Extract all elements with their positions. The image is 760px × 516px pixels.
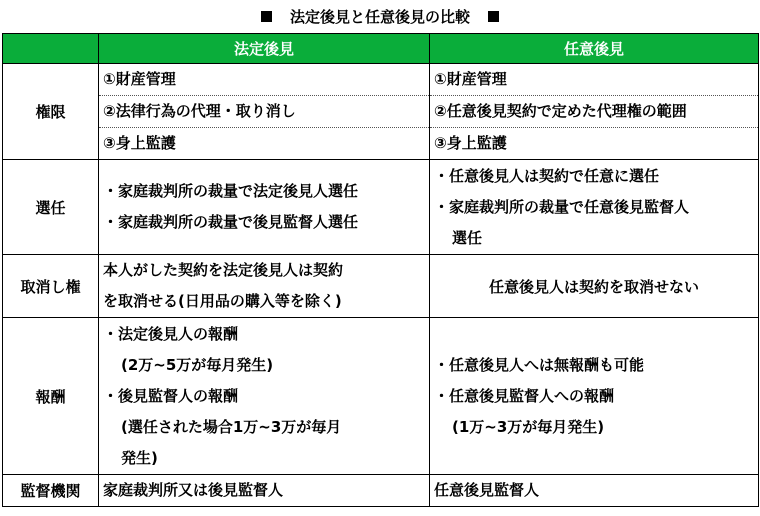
cell-torikeshi-voluntary: 任意後見人は契約を取消せない [430, 255, 759, 318]
comparison-table [2, 33, 759, 507]
list-item: ②法律行為の代理・取り消し [99, 96, 429, 128]
list-item: (1万~3万が毎月発生) [452, 417, 605, 436]
cell-kengen-legal [99, 64, 430, 160]
cell-torikeshi-legal [99, 255, 430, 318]
text-line: 本人がした契約を法定後見人は契約 [103, 261, 344, 279]
text-line: 任意後見監督人 [434, 481, 540, 499]
list-item: ③身上監護 [434, 134, 507, 152]
row-torikeshi [3, 255, 759, 318]
row-label-torikeshi: 取消し権 [3, 255, 99, 318]
text-line: 家庭裁判所又は後見監督人 [103, 481, 284, 499]
square-bullet-icon [488, 11, 499, 22]
list-item: ・家庭裁判所の裁量で法定後見人選任 [103, 182, 359, 200]
list-item: 発生) [121, 448, 158, 467]
header-voluntary: 任意後見 [430, 34, 759, 64]
list-item: (選任された場合1万~3万が毎月 [121, 417, 342, 436]
list-item: ・任意後見人へは無報酬も可能 [434, 355, 645, 374]
header-row [3, 34, 759, 64]
list-item: ・家庭裁判所の裁量で任意後見監督人 [434, 197, 690, 216]
header-blank [3, 34, 99, 64]
list-item: ・任意後見監督人への報酬 [434, 386, 615, 405]
list-item: ・法定後見人の報酬 [103, 324, 239, 343]
cell-hoshu-voluntary [430, 318, 759, 475]
title-text: 法定後見と任意後見の比較 [289, 8, 470, 26]
list-item: ・任意後見人は契約で任意に選任 [434, 166, 660, 185]
page-title [0, 6, 760, 27]
row-senin [3, 160, 759, 255]
list-item: 選任 [452, 228, 483, 247]
row-label-kengen: 権限 [3, 64, 99, 160]
list-item: ①財産管理 [99, 64, 429, 96]
row-label-senin: 選任 [3, 160, 99, 255]
list-item: (2万~5万が毎月発生) [121, 355, 274, 374]
row-hoshu [3, 318, 759, 475]
row-kengen [3, 64, 759, 160]
header-legal: 法定後見 [99, 34, 430, 64]
list-item: ・後見監督人の報酬 [103, 386, 239, 405]
cell-kantoku-voluntary [430, 475, 759, 507]
list-item: ①財産管理 [430, 64, 758, 96]
list-item: ③身上監護 [103, 134, 176, 152]
square-bullet-icon [261, 11, 272, 22]
cell-senin-voluntary [430, 160, 759, 255]
list-item: ②任意後見契約で定めた代理権の範囲 [430, 96, 758, 128]
row-label-hoshu: 報酬 [3, 318, 99, 475]
cell-kengen-voluntary [430, 64, 759, 160]
row-kantoku [3, 475, 759, 507]
cell-hoshu-legal [99, 318, 430, 475]
row-label-kantoku: 監督機関 [3, 475, 99, 507]
cell-senin-legal [99, 160, 430, 255]
cell-kantoku-legal [99, 475, 430, 507]
list-item: ・家庭裁判所の裁量で後見監督人選任 [103, 213, 359, 231]
text-line: を取消せる(日用品の購入等を除く) [103, 292, 342, 310]
